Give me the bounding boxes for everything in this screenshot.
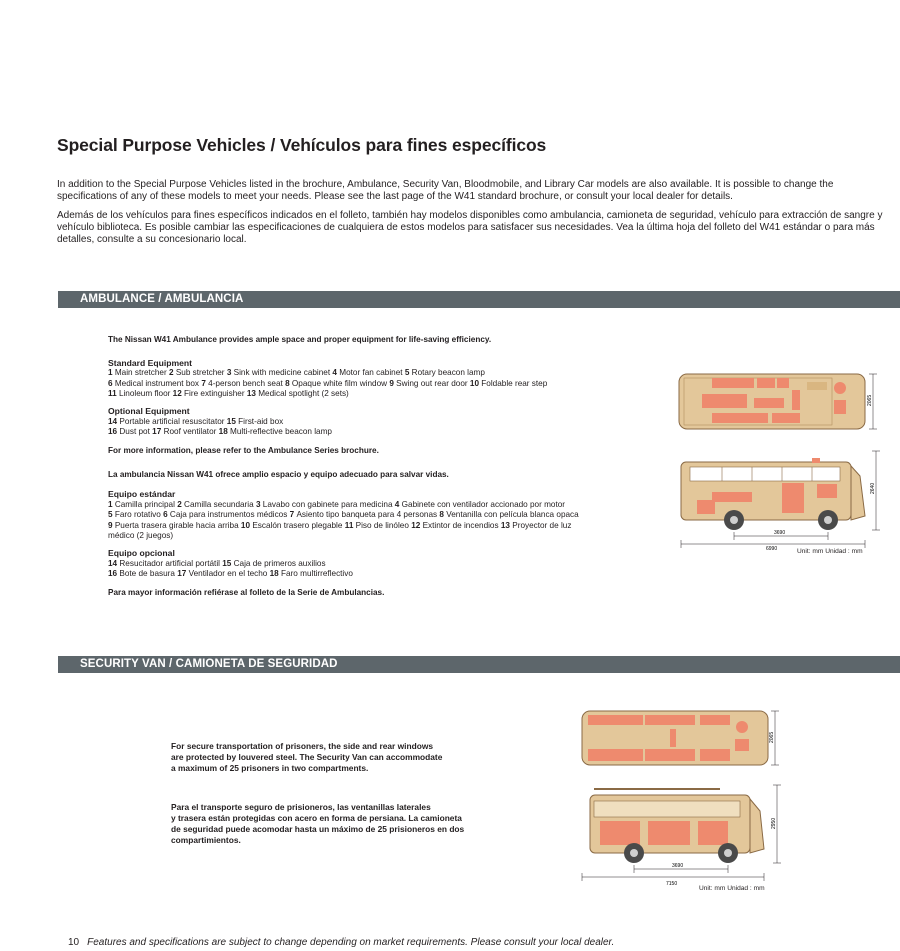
equipment-number: 16: [108, 569, 120, 579]
equipment-number: 8: [285, 378, 292, 388]
security-van-header-label: SECURITY VAN / CAMIONETA DE SEGURIDAD: [80, 658, 338, 670]
equipment-number: 3: [255, 499, 263, 509]
ambulance-dim-wheelbase: 3690: [774, 530, 786, 536]
ambulance-side-view: [681, 458, 865, 530]
equipment-number: 12: [172, 389, 185, 399]
ambulance-dim-length: 6990: [766, 546, 778, 552]
security-van-unit-label: Unit: mm Unidad : mm: [699, 885, 765, 892]
equipment-number: 4: [394, 499, 402, 509]
equipment-item: Main stretcher: [114, 368, 169, 378]
equipment-number: 15: [222, 558, 234, 568]
security-van-section-header: [58, 656, 900, 673]
optional-en-line: [108, 417, 638, 428]
text-line: y trasera están protegidas con acero en forma de persiana. La camioneta: [171, 813, 462, 823]
standard-equipment-tail-es: médico (2 juegos): [108, 531, 174, 541]
text-line: a maximum of 25 prisoners in two compartments.: [171, 763, 369, 773]
ambulance-unit-label: Unit: mm Unidad : mm: [797, 548, 863, 555]
text-line: Para el transporte seguro de prisioneros, las ventanillas laterales: [171, 802, 431, 812]
equipment-number: 11: [108, 389, 119, 399]
equipment-item: Opaque white film window: [291, 378, 390, 388]
equipment-number: 18: [269, 569, 282, 579]
equipment-number: 13: [246, 389, 259, 399]
ambulance-more-info-es: Para mayor información refiérase al folleto de la Serie de Ambulancias.: [108, 587, 385, 597]
optional-es-line: [108, 569, 638, 580]
security-van-text-es: [171, 802, 551, 846]
equipment-number: 8: [439, 510, 447, 520]
equipment-item: Faro multirreflectivo: [281, 569, 353, 579]
equipment-item: Escalón trasero plegable: [252, 520, 345, 530]
security-van-dim-length: 7150: [666, 881, 678, 887]
standard-es-line: [108, 500, 638, 511]
security-van-side-view: [590, 789, 764, 863]
equipment-number: 1: [108, 368, 115, 378]
text-line: compartimientos.: [171, 835, 241, 845]
standard-equipment-title-es: Equipo estándar: [108, 488, 176, 499]
equipment-item: Motor fan cabinet: [339, 368, 405, 378]
equipment-number: 16: [108, 427, 120, 437]
page-title: Special Purpose Vehicles / Vehículos para fines específicos: [57, 135, 547, 155]
equipment-number: 11: [344, 520, 356, 530]
ambulance-more-info-en: For more information, please refer to the Ambulance Series brochure.: [108, 445, 379, 455]
equipment-item: Rotary beacon lamp: [411, 368, 485, 378]
equipment-number: 1: [108, 499, 115, 509]
equipment-item: Roof ventilator: [163, 427, 219, 437]
equipment-item: Swing out rear door: [396, 378, 470, 388]
security-van-dim-height: 2950: [771, 817, 777, 829]
equipment-number: 6: [108, 378, 115, 388]
equipment-item: Ventanilla con película blanca opaca: [446, 510, 579, 520]
ambulance-diagram: [662, 366, 892, 556]
security-van-dim-width: 2065: [769, 731, 775, 743]
standard-en-line: [108, 379, 638, 390]
equipment-item: Sub stretcher: [175, 368, 227, 378]
equipment-number: 14: [108, 416, 120, 426]
intro-english: In addition to the Special Purpose Vehicles listed in the brochure, Ambulance, Security Van, Bloodmobile, and Library Car models are also available. It is possible to change the specifications of any of these models to meet your needs. Please see the last page of the W41 standard brochure, or consult your local dealer for details.: [57, 179, 834, 202]
standard-es-line: [108, 510, 638, 521]
standard-en-line: [108, 389, 638, 400]
equipment-item: Ventilador en el techo: [188, 569, 270, 579]
equipment-item: Portable artificial resuscitator: [119, 416, 227, 426]
equipment-item: Dust pot: [119, 427, 153, 437]
standard-equipment-title-en: Standard Equipment: [108, 357, 193, 368]
equipment-item: Bote de basura: [119, 569, 178, 579]
ambulance-header-label: AMBULANCE / AMBULANCIA: [80, 293, 244, 305]
equipment-item: Medical spotlight (2 sets): [258, 389, 349, 399]
equipment-item: Caja para instrumentos médicos: [169, 510, 290, 520]
text-line: de seguridad puede acomodar hasta un máximo de 25 prisioneros en dos: [171, 824, 465, 834]
standard-es-line: [108, 521, 638, 532]
standard-en-line: [108, 368, 638, 379]
equipment-item: Medical instrument box: [114, 378, 202, 388]
equipment-item: Multi-reflective beacon lamp: [230, 427, 332, 437]
equipment-item: Camilla principal: [114, 499, 178, 509]
equipment-number: 9: [389, 378, 397, 388]
equipment-number: 7: [289, 510, 297, 520]
security-van-diagram: [570, 705, 790, 887]
equipment-number: 17: [177, 569, 189, 579]
equipment-number: 4: [332, 368, 340, 378]
equipment-item: Asiento tipo banqueta para 4 personas: [296, 510, 440, 520]
optional-equipment-list-en: [108, 417, 638, 438]
equipment-item: Fire extinguisher: [184, 389, 247, 399]
equipment-number: 5: [108, 510, 115, 520]
text-line: are protected by louvered steel. The Security Van can accommodate: [171, 752, 443, 762]
optional-equipment-title-en: Optional Equipment: [108, 405, 190, 416]
ambulance-lead-es: La ambulancia Nissan W41 ofrece amplio espacio y equipo adecuado para salvar vidas.: [108, 470, 449, 480]
equipment-item: Sink with medicine cabinet: [233, 368, 333, 378]
equipment-number: 15: [226, 416, 239, 426]
equipment-number: 10: [469, 378, 482, 388]
optional-equipment-title-es: Equipo opcional: [108, 547, 175, 558]
equipment-item: Caja de primeros auxilios: [233, 558, 326, 568]
equipment-number: 5: [404, 368, 412, 378]
equipment-item: Foldable rear step: [481, 378, 548, 388]
equipment-item: 4-person bench seat: [208, 378, 286, 388]
intro-spanish: Además de los vehículos para fines específicos indicados en el folleto, también hay modelos disponibles como ambulancia, camioneta de seguridad, vehículo para extracción de sangre y vehículo biblioteca. Es posible cambiar las especificaciones de cualquiera de estos modelos para satisfacer sus necesidades. Vea la última hoja del folleto del W41 estándar o para más detalles, consulte a su concesionario local.: [57, 210, 883, 245]
equipment-number: 10: [240, 520, 253, 530]
optional-equipment-list-es: [108, 559, 638, 580]
equipment-item: First-aid box: [238, 416, 284, 426]
equipment-item: Linoleum floor: [118, 389, 173, 399]
ambulance-dim-height: 2640: [870, 482, 876, 494]
optional-en-line: [108, 427, 638, 438]
equipment-item: Piso de linóleo: [355, 520, 412, 530]
equipment-number: 2: [177, 499, 185, 509]
footer-note: Features and specifications are subject to change depending on market requirements. Please consult your local dealer.: [87, 937, 615, 948]
equipment-item: Proyector de luz: [512, 520, 572, 530]
equipment-item: Resucitador artificial portátil: [119, 558, 223, 568]
equipment-number: 14: [108, 558, 120, 568]
equipment-item: Puerta trasera girable hacia arriba: [114, 520, 241, 530]
text-line: For secure transportation of prisoners, the side and rear windows: [171, 741, 434, 751]
equipment-item: Lavabo con gabinete para medicina: [262, 499, 395, 509]
security-van-text-en: [171, 741, 551, 774]
equipment-item: Faro rotativo: [114, 510, 164, 520]
ambulance-text-block: [108, 335, 638, 598]
ambulance-section-header: [58, 291, 900, 308]
equipment-number: 3: [226, 368, 234, 378]
ambulance-top-view: [679, 374, 865, 429]
page-number: 10: [68, 937, 80, 948]
equipment-item: Extintor de incendios: [422, 520, 501, 530]
optional-es-line: [108, 559, 638, 570]
equipment-number: 18: [218, 427, 231, 437]
security-van-top-view: [582, 711, 768, 765]
page-footer: [68, 937, 614, 948]
equipment-number: 9: [108, 520, 115, 530]
equipment-number: 2: [169, 368, 176, 378]
equipment-number: 17: [152, 427, 164, 437]
security-van-dim-wheelbase: 3690: [672, 863, 684, 869]
equipment-number: 7: [201, 378, 209, 388]
equipment-number: 13: [500, 520, 513, 530]
standard-equipment-list-en: [108, 368, 638, 400]
standard-equipment-list-es: [108, 500, 638, 532]
ambulance-lead-en: The Nissan W41 Ambulance provides ample space and proper equipment for life-saving efficiency.: [108, 335, 492, 344]
ambulance-dim-width: 2065: [867, 394, 873, 406]
equipment-item: Gabinete con ventilador accionado por motor: [401, 499, 566, 509]
equipment-number: 12: [411, 520, 423, 530]
equipment-item: Camilla secundaria: [184, 499, 256, 509]
equipment-number: 6: [163, 510, 170, 520]
